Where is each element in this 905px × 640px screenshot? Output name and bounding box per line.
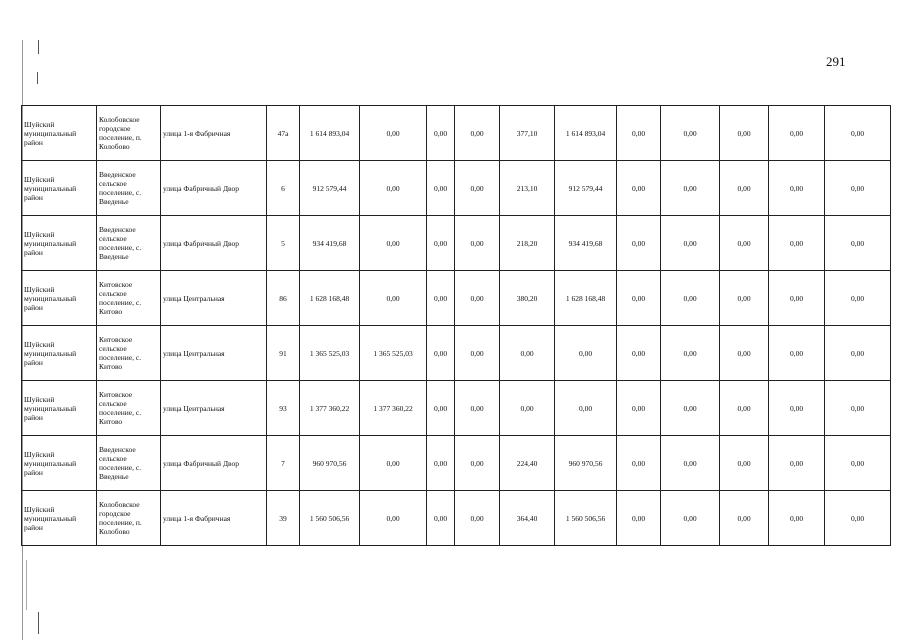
cell-total-cost: 1 628 168,48 [300, 271, 360, 326]
cell-value: 0,00 [769, 381, 825, 436]
cell-district: Шуйский муниципальный район [22, 381, 97, 436]
cell-value: 0,00 [825, 491, 891, 546]
cell-value: 0,00 [360, 106, 427, 161]
cell-settlement: Введенское сельское поселение, с. Введенье [97, 216, 161, 271]
table-row [22, 106, 891, 161]
cell-value: 0,00 [825, 106, 891, 161]
registry-table [21, 105, 891, 546]
cell-value: 0,00 [455, 216, 500, 271]
cell-value: 0,00 [720, 436, 769, 491]
cell-value: 0,00 [455, 106, 500, 161]
cell-value: 0,00 [617, 271, 661, 326]
cell-value: 0,00 [661, 326, 720, 381]
cell-value: 0,00 [427, 491, 455, 546]
cell-value: 0,00 [720, 491, 769, 546]
cell-value: 0,00 [720, 216, 769, 271]
cell-value: 934 419,68 [555, 216, 617, 271]
cell-house: 7 [267, 436, 300, 491]
cell-value: 0,00 [769, 326, 825, 381]
cell-value: 0,00 [769, 106, 825, 161]
cell-value: 0,00 [427, 381, 455, 436]
cell-value: 1 560 506,56 [555, 491, 617, 546]
cell-house: 39 [267, 491, 300, 546]
cell-settlement: Китовское сельское поселение, с. Китово [97, 326, 161, 381]
cell-total-cost: 934 419,68 [300, 216, 360, 271]
cell-total-cost: 960 970,56 [300, 436, 360, 491]
cell-total-cost: 1 614 893,04 [300, 106, 360, 161]
cell-value: 0,00 [825, 326, 891, 381]
cell-value: 0,00 [720, 161, 769, 216]
cell-value: 0,00 [825, 216, 891, 271]
cell-street: улица Центральная [161, 271, 267, 326]
cell-area: 0,00 [500, 381, 555, 436]
cell-value: 960 970,56 [555, 436, 617, 491]
cell-value: 0,00 [427, 216, 455, 271]
cell-value: 0,00 [455, 326, 500, 381]
cell-house: 6 [267, 161, 300, 216]
cell-area: 213,10 [500, 161, 555, 216]
cell-value: 0,00 [661, 106, 720, 161]
table-row [22, 161, 891, 216]
cell-street: улица Фабричный Двор [161, 216, 267, 271]
cell-settlement: Введенское сельское поселение, с. Введенье [97, 161, 161, 216]
cell-district: Шуйский муниципальный район [22, 326, 97, 381]
cell-value: 0,00 [360, 491, 427, 546]
cell-value: 0,00 [617, 491, 661, 546]
cell-value: 0,00 [720, 381, 769, 436]
cell-value: 0,00 [555, 381, 617, 436]
cell-value: 0,00 [427, 271, 455, 326]
cell-house: 93 [267, 381, 300, 436]
cell-total-cost: 1 560 506,56 [300, 491, 360, 546]
cell-value: 0,00 [720, 271, 769, 326]
cell-settlement: Введенское сельское поселение, с. Введенье [97, 436, 161, 491]
cell-district: Шуйский муниципальный район [22, 106, 97, 161]
cell-settlement: Китовское сельское поселение, с. Китово [97, 381, 161, 436]
cell-value: 0,00 [825, 381, 891, 436]
cell-value: 0,00 [720, 326, 769, 381]
cell-value: 0,00 [360, 216, 427, 271]
cell-street: улица Фабричный Двор [161, 161, 267, 216]
table-row [22, 381, 891, 436]
cell-value: 0,00 [617, 436, 661, 491]
cell-value: 0,00 [617, 161, 661, 216]
cell-district: Шуйский муниципальный район [22, 216, 97, 271]
cell-district: Шуйский муниципальный район [22, 436, 97, 491]
cell-value: 0,00 [661, 491, 720, 546]
cell-value: 0,00 [769, 216, 825, 271]
cell-district: Шуйский муниципальный район [22, 491, 97, 546]
cell-value: 0,00 [427, 161, 455, 216]
cell-value: 0,00 [720, 106, 769, 161]
cell-total-cost: 1 365 525,03 [300, 326, 360, 381]
cell-area: 380,20 [500, 271, 555, 326]
cell-value: 0,00 [617, 326, 661, 381]
cell-area: 364,40 [500, 491, 555, 546]
cell-value: 1 365 525,03 [360, 326, 427, 381]
scan-mark [26, 560, 27, 610]
cell-settlement: Колобовское городское поселение, п. Колобово [97, 106, 161, 161]
cell-street: улица Фабричный Двор [161, 436, 267, 491]
cell-house: 47а [267, 106, 300, 161]
cell-district: Шуйский муниципальный район [22, 271, 97, 326]
cell-value: 0,00 [661, 216, 720, 271]
cell-area: 0,00 [500, 326, 555, 381]
scan-mark [38, 40, 39, 54]
cell-value: 0,00 [661, 271, 720, 326]
cell-house: 86 [267, 271, 300, 326]
cell-value: 1 614 893,04 [555, 106, 617, 161]
cell-value: 0,00 [769, 491, 825, 546]
cell-area: 218,20 [500, 216, 555, 271]
cell-value: 0,00 [769, 161, 825, 216]
scan-mark [38, 612, 39, 634]
cell-value: 0,00 [455, 271, 500, 326]
table-row [22, 216, 891, 271]
cell-value: 0,00 [555, 326, 617, 381]
table-row [22, 326, 891, 381]
cell-value: 0,00 [661, 161, 720, 216]
cell-street: улица Центральная [161, 381, 267, 436]
cell-value: 0,00 [617, 381, 661, 436]
cell-street: улица 1-я Фабричная [161, 491, 267, 546]
cell-value: 0,00 [427, 106, 455, 161]
cell-value: 1 377 360,22 [360, 381, 427, 436]
cell-value: 0,00 [360, 161, 427, 216]
cell-value: 0,00 [617, 216, 661, 271]
cell-value: 0,00 [360, 271, 427, 326]
table-row [22, 491, 891, 546]
cell-value: 0,00 [769, 436, 825, 491]
cell-value: 0,00 [455, 161, 500, 216]
cell-value: 0,00 [427, 326, 455, 381]
cell-total-cost: 912 579,44 [300, 161, 360, 216]
cell-value: 0,00 [825, 271, 891, 326]
cell-street: улица 1-я Фабричная [161, 106, 267, 161]
cell-total-cost: 1 377 360,22 [300, 381, 360, 436]
cell-value: 912 579,44 [555, 161, 617, 216]
cell-value: 0,00 [825, 436, 891, 491]
cell-value: 0,00 [455, 436, 500, 491]
cell-value: 0,00 [455, 381, 500, 436]
cell-value: 0,00 [825, 161, 891, 216]
cell-area: 224,40 [500, 436, 555, 491]
table-row [22, 436, 891, 491]
scan-mark [37, 72, 38, 84]
cell-value: 0,00 [661, 381, 720, 436]
cell-area: 377,10 [500, 106, 555, 161]
cell-street: улица Центральная [161, 326, 267, 381]
cell-district: Шуйский муниципальный район [22, 161, 97, 216]
cell-settlement: Колобовское городское поселение, п. Колобово [97, 491, 161, 546]
cell-value: 0,00 [769, 271, 825, 326]
page-number: 291 [826, 54, 846, 69]
cell-house: 91 [267, 326, 300, 381]
cell-value: 1 628 168,48 [555, 271, 617, 326]
cell-value: 0,00 [360, 436, 427, 491]
table-row [22, 271, 891, 326]
cell-value: 0,00 [661, 436, 720, 491]
cell-value: 0,00 [617, 106, 661, 161]
cell-house: 5 [267, 216, 300, 271]
cell-settlement: Китовское сельское поселение, с. Китово [97, 271, 161, 326]
cell-value: 0,00 [455, 491, 500, 546]
cell-value: 0,00 [427, 436, 455, 491]
